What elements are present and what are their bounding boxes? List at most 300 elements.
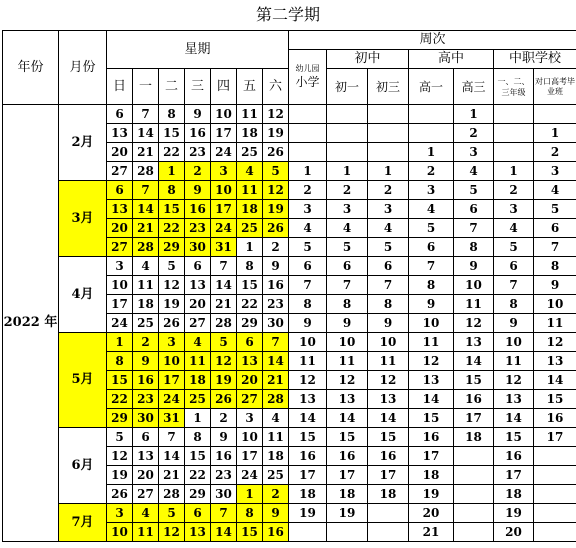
day-cell: 12 [159, 523, 185, 542]
week-number-cell: 17 [368, 466, 409, 485]
day-cell: 29 [185, 485, 211, 504]
table-row [3, 428, 576, 447]
day-cell: 26 [159, 314, 185, 333]
day-cell: 3 [107, 504, 133, 523]
week-number-cell: 16 [289, 447, 327, 466]
day-cell: 12 [107, 447, 133, 466]
week-number-cell: 19 [494, 504, 534, 523]
day-cell: 22 [159, 143, 185, 162]
day-cell: 10 [107, 523, 133, 542]
week-number-cell [534, 523, 576, 542]
week-number-cell: 6 [368, 257, 409, 276]
day-cell: 6 [133, 428, 159, 447]
day-cell: 30 [263, 314, 289, 333]
day-cell: 8 [159, 181, 185, 200]
week-number-cell: 12 [494, 371, 534, 390]
day-cell: 26 [211, 390, 237, 409]
week-number-cell: 15 [327, 428, 368, 447]
day-cell: 16 [185, 124, 211, 143]
week-number-cell [368, 105, 409, 124]
day-cell: 21 [263, 371, 289, 390]
day-cell: 11 [237, 181, 263, 200]
week-number-cell [494, 105, 534, 124]
week-number-cell: 2 [409, 162, 454, 181]
week-number-cell: 13 [534, 352, 576, 371]
day-cell: 1 [237, 485, 263, 504]
day-cell: 7 [211, 257, 237, 276]
day-cell: 28 [133, 238, 159, 257]
day-cell: 22 [107, 390, 133, 409]
week-number-cell [327, 124, 368, 143]
week-number-cell: 1 [494, 162, 534, 181]
week-number-cell: 7 [368, 276, 409, 295]
day-cell: 8 [185, 428, 211, 447]
week-number-cell [289, 523, 327, 542]
day-cell: 9 [185, 105, 211, 124]
day-cell: 5 [159, 504, 185, 523]
header-kindergarten: 幼儿园 [295, 64, 320, 73]
week-number-cell: 3 [368, 200, 409, 219]
week-number-cell [368, 523, 409, 542]
day-cell: 1 [185, 409, 211, 428]
day-cell: 4 [237, 162, 263, 181]
week-number-cell: 10 [494, 333, 534, 352]
week-number-cell: 11 [494, 352, 534, 371]
week-number-cell: 13 [327, 390, 368, 409]
day-cell: 5 [211, 333, 237, 352]
header-month: 月份 [59, 31, 107, 105]
week-number-cell: 17 [409, 447, 454, 466]
week-number-cell: 4 [327, 219, 368, 238]
week-number-cell: 3 [289, 200, 327, 219]
day-cell: 8 [159, 105, 185, 124]
week-number-cell: 5 [494, 238, 534, 257]
day-cell: 23 [211, 466, 237, 485]
week-number-cell: 12 [289, 371, 327, 390]
day-cell: 16 [263, 276, 289, 295]
header-week: 星期 [107, 31, 289, 69]
day-cell: 4 [185, 333, 211, 352]
day-cell: 24 [211, 143, 237, 162]
week-number-cell: 14 [494, 409, 534, 428]
week-number-cell: 7 [454, 219, 494, 238]
week-number-cell [327, 143, 368, 162]
week-number-cell: 10 [454, 276, 494, 295]
day-cell: 26 [107, 485, 133, 504]
day-cell: 19 [211, 371, 237, 390]
day-cell: 10 [237, 428, 263, 447]
week-number-cell: 2 [454, 124, 494, 143]
week-number-cell: 12 [534, 333, 576, 352]
header-year: 年份 [3, 31, 59, 105]
day-cell: 18 [237, 200, 263, 219]
week-number-cell: 11 [454, 295, 494, 314]
day-cell: 3 [107, 257, 133, 276]
day-cell: 7 [263, 333, 289, 352]
day-cell: 29 [107, 409, 133, 428]
week-number-cell: 8 [409, 276, 454, 295]
day-cell: 17 [107, 295, 133, 314]
week-number-cell: 20 [409, 504, 454, 523]
day-cell: 3 [211, 162, 237, 181]
week-number-cell: 7 [534, 238, 576, 257]
day-cell: 16 [133, 371, 159, 390]
day-cell: 27 [107, 162, 133, 181]
week-number-cell: 8 [534, 257, 576, 276]
week-number-cell: 5 [327, 238, 368, 257]
day-cell: 24 [107, 314, 133, 333]
day-cell: 18 [133, 295, 159, 314]
day-cell: 30 [185, 238, 211, 257]
week-number-cell [534, 504, 576, 523]
week-number-cell: 7 [409, 257, 454, 276]
week-number-cell: 18 [454, 428, 494, 447]
week-number-cell [409, 105, 454, 124]
week-number-cell: 3 [494, 200, 534, 219]
week-number-cell: 12 [454, 314, 494, 333]
month-cell: 7月 [59, 504, 107, 542]
day-cell: 12 [263, 105, 289, 124]
day-cell: 6 [237, 333, 263, 352]
day-cell: 2 [211, 409, 237, 428]
day-cell: 6 [107, 105, 133, 124]
week-number-cell: 19 [327, 504, 368, 523]
week-number-cell [494, 143, 534, 162]
day-cell: 2 [185, 162, 211, 181]
week-number-cell: 16 [534, 409, 576, 428]
week-number-cell [409, 124, 454, 143]
week-number-cell: 8 [327, 295, 368, 314]
day-cell: 25 [237, 143, 263, 162]
header-day-1: 一 [133, 69, 159, 105]
day-cell: 14 [211, 276, 237, 295]
day-cell: 22 [185, 466, 211, 485]
week-number-cell: 10 [368, 333, 409, 352]
week-number-cell: 9 [289, 314, 327, 333]
table-row [3, 333, 576, 352]
day-cell: 11 [263, 428, 289, 447]
week-number-cell: 9 [368, 314, 409, 333]
week-number-cell: 9 [534, 276, 576, 295]
day-cell: 3 [237, 409, 263, 428]
table-row [3, 504, 576, 523]
day-cell: 2 [133, 333, 159, 352]
week-number-cell [327, 523, 368, 542]
week-number-cell: 15 [368, 428, 409, 447]
day-cell: 14 [133, 200, 159, 219]
day-cell: 19 [159, 295, 185, 314]
day-cell: 15 [107, 371, 133, 390]
week-number-cell: 18 [494, 485, 534, 504]
week-number-cell [534, 447, 576, 466]
week-number-cell: 10 [289, 333, 327, 352]
week-number-cell: 18 [289, 485, 327, 504]
table-row [3, 105, 576, 124]
week-number-cell [368, 124, 409, 143]
week-number-cell [454, 523, 494, 542]
header-day-3: 三 [185, 69, 211, 105]
day-cell: 11 [237, 105, 263, 124]
day-cell: 20 [237, 371, 263, 390]
week-number-cell: 17 [454, 409, 494, 428]
day-cell: 6 [185, 257, 211, 276]
week-number-cell: 11 [368, 352, 409, 371]
day-cell: 3 [159, 333, 185, 352]
week-number-cell: 4 [368, 219, 409, 238]
week-number-cell [534, 485, 576, 504]
day-cell: 11 [133, 523, 159, 542]
day-cell: 12 [211, 352, 237, 371]
week-number-cell [454, 466, 494, 485]
day-cell: 25 [185, 390, 211, 409]
week-number-cell: 19 [289, 504, 327, 523]
week-number-cell [454, 447, 494, 466]
day-cell: 25 [237, 219, 263, 238]
week-number-cell [368, 143, 409, 162]
week-number-cell: 7 [327, 276, 368, 295]
day-cell: 25 [263, 466, 289, 485]
day-cell: 1 [237, 238, 263, 257]
day-cell: 27 [185, 314, 211, 333]
year-cell: 2022 年 [3, 105, 59, 542]
week-number-cell: 16 [409, 428, 454, 447]
week-number-cell: 2 [534, 143, 576, 162]
day-cell: 19 [263, 124, 289, 143]
day-cell: 16 [263, 523, 289, 542]
week-number-cell: 18 [409, 466, 454, 485]
day-cell: 31 [211, 238, 237, 257]
day-cell: 26 [263, 143, 289, 162]
week-number-cell: 11 [289, 352, 327, 371]
week-number-cell: 4 [494, 219, 534, 238]
week-number-cell: 3 [534, 162, 576, 181]
header-kindergarten-primary [289, 50, 327, 105]
week-number-cell: 16 [327, 447, 368, 466]
week-number-cell: 20 [494, 523, 534, 542]
week-number-cell: 14 [534, 371, 576, 390]
week-number-cell: 14 [327, 409, 368, 428]
day-cell: 18 [237, 124, 263, 143]
day-cell: 10 [211, 105, 237, 124]
week-number-cell: 13 [494, 390, 534, 409]
header-vocational: 中职学校 [494, 50, 576, 69]
day-cell: 4 [133, 504, 159, 523]
week-number-cell [454, 485, 494, 504]
week-number-cell: 13 [368, 390, 409, 409]
week-number-cell: 21 [409, 523, 454, 542]
week-number-cell [454, 504, 494, 523]
day-cell: 11 [185, 352, 211, 371]
week-number-cell: 15 [289, 428, 327, 447]
week-number-cell: 9 [409, 295, 454, 314]
day-cell: 9 [133, 352, 159, 371]
day-cell: 10 [159, 352, 185, 371]
week-number-cell: 10 [409, 314, 454, 333]
day-cell: 9 [263, 257, 289, 276]
week-number-cell: 17 [327, 466, 368, 485]
day-cell: 10 [211, 181, 237, 200]
week-number-cell: 2 [494, 181, 534, 200]
day-cell: 20 [107, 219, 133, 238]
week-number-cell: 7 [289, 276, 327, 295]
day-cell: 28 [211, 314, 237, 333]
day-cell: 8 [237, 257, 263, 276]
day-cell: 24 [211, 219, 237, 238]
week-number-cell: 4 [289, 219, 327, 238]
week-number-cell: 6 [327, 257, 368, 276]
day-cell: 28 [159, 485, 185, 504]
day-cell: 17 [211, 124, 237, 143]
week-number-cell: 17 [534, 428, 576, 447]
header-primary: 小学 [295, 75, 320, 89]
week-number-cell: 1 [409, 143, 454, 162]
day-cell: 27 [237, 390, 263, 409]
week-number-cell: 16 [368, 447, 409, 466]
day-cell: 1 [107, 333, 133, 352]
week-number-cell: 1 [368, 162, 409, 181]
day-cell: 7 [159, 428, 185, 447]
day-cell: 11 [133, 276, 159, 295]
day-cell: 18 [263, 447, 289, 466]
day-cell: 13 [133, 447, 159, 466]
week-number-cell: 4 [409, 200, 454, 219]
day-cell: 22 [237, 295, 263, 314]
week-number-cell: 6 [409, 238, 454, 257]
day-cell: 15 [237, 523, 263, 542]
header-junior3: 初三 [368, 69, 409, 105]
week-number-cell: 9 [494, 314, 534, 333]
day-cell: 20 [185, 295, 211, 314]
day-cell: 10 [107, 276, 133, 295]
day-cell: 5 [107, 428, 133, 447]
header-day-5: 五 [237, 69, 263, 105]
day-cell: 24 [159, 390, 185, 409]
day-cell: 24 [237, 466, 263, 485]
day-cell: 1 [159, 162, 185, 181]
day-cell: 23 [185, 143, 211, 162]
header-cycle: 周次 [289, 31, 576, 50]
day-cell: 21 [159, 466, 185, 485]
week-number-cell: 5 [454, 181, 494, 200]
day-cell: 16 [185, 200, 211, 219]
week-number-cell: 10 [327, 333, 368, 352]
week-number-cell: 5 [534, 200, 576, 219]
day-cell: 13 [107, 200, 133, 219]
week-number-cell: 1 [327, 162, 368, 181]
week-number-cell: 13 [409, 371, 454, 390]
week-number-cell: 3 [454, 143, 494, 162]
day-cell: 8 [107, 352, 133, 371]
day-cell: 12 [159, 276, 185, 295]
week-number-cell: 12 [368, 371, 409, 390]
day-cell: 22 [159, 219, 185, 238]
day-cell: 29 [159, 238, 185, 257]
day-cell: 13 [185, 523, 211, 542]
week-number-cell: 8 [289, 295, 327, 314]
day-cell: 18 [185, 371, 211, 390]
week-number-cell: 13 [454, 333, 494, 352]
week-number-cell: 6 [494, 257, 534, 276]
day-cell: 25 [133, 314, 159, 333]
day-cell: 6 [107, 181, 133, 200]
week-number-cell: 10 [534, 295, 576, 314]
day-cell: 9 [185, 181, 211, 200]
week-number-cell: 2 [289, 181, 327, 200]
day-cell: 15 [159, 124, 185, 143]
day-cell: 5 [159, 257, 185, 276]
week-number-cell [534, 466, 576, 485]
week-number-cell: 8 [454, 238, 494, 257]
day-cell: 15 [237, 276, 263, 295]
week-number-cell [289, 124, 327, 143]
week-number-cell [289, 105, 327, 124]
week-number-cell: 6 [454, 200, 494, 219]
day-cell: 23 [263, 295, 289, 314]
month-cell: 4月 [59, 257, 107, 333]
week-number-cell: 16 [454, 390, 494, 409]
month-cell: 5月 [59, 333, 107, 428]
week-number-cell: 18 [368, 485, 409, 504]
week-number-cell: 3 [409, 181, 454, 200]
day-cell: 7 [133, 105, 159, 124]
week-number-cell: 3 [327, 200, 368, 219]
day-cell: 19 [107, 466, 133, 485]
day-cell: 27 [107, 238, 133, 257]
day-cell: 17 [211, 200, 237, 219]
day-cell: 9 [263, 504, 289, 523]
day-cell: 13 [107, 124, 133, 143]
week-number-cell: 12 [327, 371, 368, 390]
day-cell: 14 [159, 447, 185, 466]
week-number-cell: 15 [409, 409, 454, 428]
header-day-2: 二 [159, 69, 185, 105]
table-row [3, 257, 576, 276]
week-number-cell: 13 [289, 390, 327, 409]
day-cell: 7 [211, 504, 237, 523]
week-number-cell: 17 [289, 466, 327, 485]
week-number-cell: 14 [409, 390, 454, 409]
day-cell: 14 [263, 352, 289, 371]
week-number-cell: 2 [368, 181, 409, 200]
header-voc-grades: 一、二、三年级 [494, 69, 534, 105]
day-cell: 28 [263, 390, 289, 409]
week-number-cell [327, 105, 368, 124]
week-number-cell: 9 [327, 314, 368, 333]
day-cell: 26 [263, 219, 289, 238]
day-cell: 2 [263, 238, 289, 257]
week-number-cell: 14 [368, 409, 409, 428]
week-number-cell: 11 [327, 352, 368, 371]
day-cell: 30 [133, 409, 159, 428]
day-cell: 13 [185, 276, 211, 295]
day-cell: 30 [211, 485, 237, 504]
day-cell: 31 [159, 409, 185, 428]
day-cell: 15 [159, 200, 185, 219]
week-number-cell: 14 [289, 409, 327, 428]
month-cell: 3月 [59, 181, 107, 257]
week-number-cell: 1 [534, 124, 576, 143]
page-title: 第二学期 [255, 5, 320, 24]
week-number-cell: 5 [289, 238, 327, 257]
week-number-cell: 15 [494, 428, 534, 447]
week-number-cell: 6 [289, 257, 327, 276]
week-number-cell: 17 [494, 466, 534, 485]
day-cell: 20 [107, 143, 133, 162]
week-number-cell: 4 [534, 181, 576, 200]
week-number-cell: 19 [409, 485, 454, 504]
day-cell: 28 [133, 162, 159, 181]
header-junior: 初中 [327, 50, 409, 69]
